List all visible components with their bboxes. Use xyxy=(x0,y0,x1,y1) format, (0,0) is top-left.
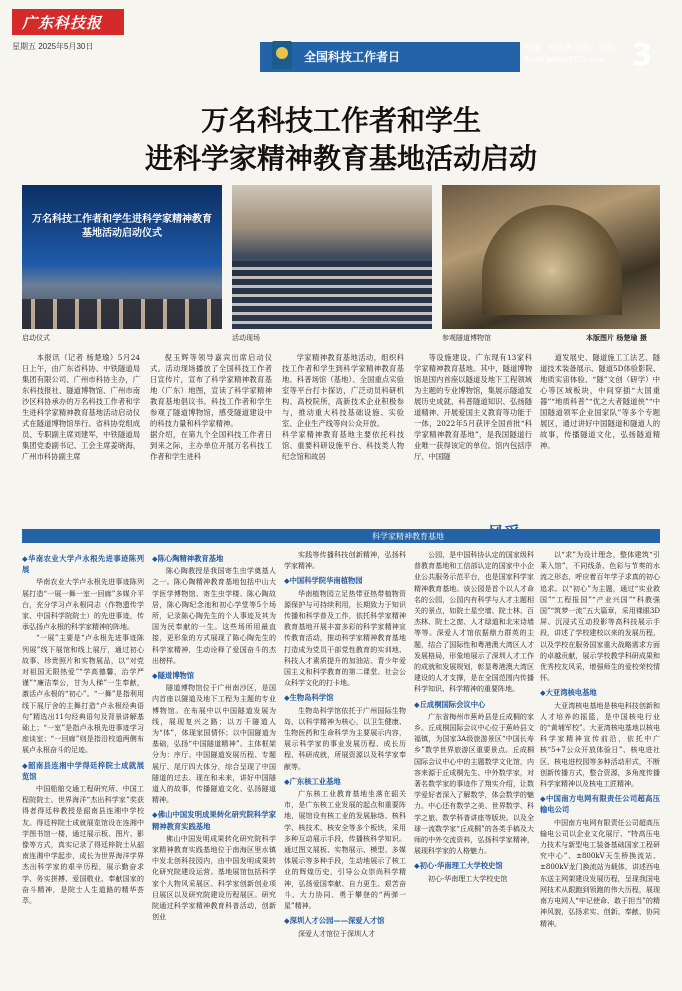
lower-col-5 xyxy=(540,550,660,984)
article-col-1 xyxy=(22,352,140,462)
photo-people xyxy=(22,299,222,329)
photo-credit: 本版图片 杨楚瑜 摄 xyxy=(586,334,647,342)
headline-line-1: 万名科技工作者和学生 xyxy=(200,104,481,137)
article-paragraph: 倪玉辉等领导嘉宾出席启动仪式。活动现场播放了全国科技工作者日宣传片，宣布了科学家精神教育基地（广东）地图，宣读了科学家精神教育基地倡议书。科技工作者和学生参观了隧道博物馆，感受隧道建设中的科技力量和科学家精神。 据介绍，在第九个全国科技工作者日到来之际，主办单位开展万名科技工作者和学生进科 xyxy=(150,353,272,461)
caption-museum: 参观隧道博物馆 xyxy=(442,334,491,342)
body-paragraph: 公园，是中国科协认定的国家级科普教育基地和工信部认定的国家中小企业公共服务示范平台，也是国家科学家精神教育基地。该公园是首个以人才命名的公园，公园内有科学与人才主题相关的景点，如院士星空墙、院士林、百杰林、院士之窗、人才绿道和北宋诗墙等等。深爱人才馆依据鼎力群英的主题，结合了国际性和粤港澳大湾区人才发展格局，形象地展示了深圳人才工作的成就和发展规划，彰显粤港澳大湾区建设的人才支撑，是在全国范围内传播科学知识、科学精神的重要阵地。 xyxy=(414,551,534,694)
subsection-heading: ◆韶南县连湘中学得廷梓院士成就展览馆 xyxy=(22,760,144,781)
photo-audience xyxy=(232,261,432,329)
body-paragraph: 中国船舶交通工程研究所、中国工程院院士、世界海洋“杰出科学家”奖获得者得廷梓教授是韶南县连湘中学校友。得廷梓院士成就展览馆设在连湘中学图书馆一楼，通过展示板、图片、影像等方式，真实记录了得廷梓院士从韶南连湘中学起步，成长为世界海洋学界杰出科学家的艰辛历程，展示勤奋求学、务实拼搏、爱国敬业、奉献国家的奋斗精神，是院士人生道路的精华荟萃。 xyxy=(22,785,144,906)
page-banner-title: 全国科技工作者日 xyxy=(296,46,408,67)
photo-tunnel-museum xyxy=(442,185,660,329)
masthead-left xyxy=(12,9,124,52)
body-paragraph: 生物岛科学馆依托于广州国际生物岛，以科学精神为核心，以卫生健康、生物医药和生命科学为主要展示内容，展示科学家的事业发展历程、成长历程、科研成就，所展资源以及科学家奉献等。 xyxy=(284,706,406,771)
section-title: 科学家精神教育基地 xyxy=(372,532,444,541)
body-paragraph: 隧道博物馆位于广州南沙区，是国内首座以隧道及地下工程为主题的专业博物馆。在布展中以中国隧道发展为线，展现复兴之路；以万千隧道人为“体”，体现家国情怀；以中国隧道为基础，弘扬“中国隧道精神”。主体框架分为：序厅、中国隧道发展历程、专题展厅、尾厅四大体分，综合呈现了中国隧道的过去、现在和未来，讲好中国隧道人的故事，传播隧道文化、弘扬隧道精神。 xyxy=(152,684,276,805)
photo-launch-ceremony xyxy=(22,185,222,329)
contact-email: Email:gdkjb@126.com xyxy=(524,55,605,64)
article-paragraph: 学家精神教育基地活动，组织科技工作者和学生到科学家精神教育基地、科普场馆（基地）、全国重点实验室等平台打卡探访，广泛动员科研机构、高校院所，高新技术企业积极参与，推动重大科技基础设施、实验室、企业生产线等向公众开放。 科学家精神教育基地主要依托科技馆、重要科研设施平台、科技类人物纪念馆和故居 xyxy=(282,353,404,461)
body-paragraph: 深爱人才馆位于深圳人才 xyxy=(298,929,375,938)
subsection-heading: ◆中国南方电网有限责任公司超高压输电公司 xyxy=(540,794,660,815)
body-paragraph: “一展”主要是“卢永根先进事迹陈列展”线下展馆和线上展厅，通过初心故事、珍贵照片和实物展品，以“对党对祖国无限热爱”“学高德馨，治学严谨”“廉洁奉公，甘为人梯”一生奉献，激活卢永根的“初心”。“一舞”是指利用线下展厅舍的主舞打造“卢永根经典语句”精选出11句经典语句及背景讲解基础上；“一室”是指卢永根先进事迹学习座谈室；“一回廊”则是指沿校道两侧布展卢永根奋斗的足迹。 xyxy=(22,634,144,755)
issue-date: 星期五 2025年5月30日 xyxy=(12,42,94,51)
article-col-4 xyxy=(414,352,532,462)
article-col-3 xyxy=(282,352,404,462)
masthead xyxy=(0,0,682,80)
body-paragraph: 中国南方电网有限责任公司超高压输电公司以企业文化展厅、“特高压电力技术与新型电工装备基础国家工程研究中心”、±800kV天生桥换流站、±800kV龙门换流站为载体，讲述西电东送主网架建设发展历程，呈现我国电网技术从跟跑到领跑的伟大历程，展现南方电网人“牢记使命、敢于担当”的精神风貌，弘扬求实、创新、奉献、协同精神。 xyxy=(540,818,660,928)
lower-col-3 xyxy=(284,550,406,984)
subsection-heading: ◆丘成桐国际会议中心 xyxy=(414,699,486,709)
article-col-2 xyxy=(150,352,272,462)
editor-credit: 责编：刘海燕 美编：陈阳 xyxy=(524,43,615,52)
body-paragraph: 佛山中国发明成果转化研究院科学家精神教育实践基地位于南海区里水镇中发北创科技园内，由中国发明成果转化研究院建设运营。基地展馆包括科学家个人物风采展区、科学家创新创业项目展区以及研究院建设历程展区。研究院通过科学家精神教育科普活动，创新创业 xyxy=(152,834,276,922)
subsection-heading: ◆大亚湾核电基地 xyxy=(540,688,597,698)
body-paragraph: 大亚湾核电基地是核电科技创新和人才培养的摇篮，是中国核电行业的“黄埔军校”。大亚湾核电基地以核电科学家精神宣传前沿，依托中广核“5+7公众开放体验日”、核电进社区、核电进校园等多种活动形式，不断创新传播方式，整合资源，多角度传播科学家精神以及核电工匠精神。 xyxy=(540,701,660,789)
headline xyxy=(0,102,682,178)
photo-event-site xyxy=(232,185,432,329)
body-paragraph: 广东核工业教育基地坐落在韶关市，是广东核工业发展的起点和重要阵地，展馆设有核工业的发展脉络、核科学、核技术、核安全等多个板块，采用多种互动展示手段，传播核科学知识。通过图文展板、实物展示、模型、多媒体展示等多种手段，生动地展示了核工业的辉煌历史，引导公众崇尚科学精神，弘扬爱国奉献、自力更生、艰苦奋斗、大力协同、勇于攀登的“两弹一星”精神。 xyxy=(284,790,406,911)
lower-col-4 xyxy=(414,550,534,984)
subsection-heading: ◆陈心陶精神教育基地 xyxy=(152,554,224,563)
article-paragraph: 道发展史、隧道施工工法艺、隧道技术装备展示、隧道5D体验影院、地质实宙体验、“隧”文创（研学）中心等区域板块，中间穿插“大国重器”“地质科普”“优之大者隧道侠”“中国隧道领军企业国家队”等多个专题展区，通过讲好中国隧道和隧道人的故事，传播隧道文化，弘扬隧道精神。 xyxy=(540,353,660,450)
masthead-right xyxy=(524,42,614,64)
body-paragraph: 初心·华南理工大学校史馆 xyxy=(428,874,508,883)
subsection-heading: ◆广东核工业基地 xyxy=(284,776,341,786)
section-deco: 风采 xyxy=(488,523,521,542)
lower-col-2 xyxy=(152,550,276,984)
subsection-heading: ◆隧道博物馆 xyxy=(152,671,195,681)
stage-screen-title: 万名科技工作者和学生进科学家精神教育基地活动启动仪式 xyxy=(32,214,212,239)
body-paragraph: 广东省梅州市蕉岭县是丘成桐的家乡。丘成桐国际会议中心位于蕉岭县文福镇，为国家3A级旅游景区“中国长寿乡”数学世界旅游区重要景点。丘成桐国际会议中心中的主题数学文化馆，内容来源于丘成桐先生、中外数学家，对著名数学家的事迹作了翔实介绍，让数学爱好者深入了解数学，体会数学的魅力。中心还有数学之美、世界数学、科学之旅、数学科普讲座等版块。以及全球一流数学家“丘成桐”的各类手稿及大师的中外交流资料，弘扬科学家精神，展现科学家的人格魅力。 xyxy=(414,712,534,856)
emblem-icon xyxy=(272,41,292,69)
subsection-heading: ◆初心·华南理工大学校史馆 xyxy=(414,861,503,871)
body-paragraph: 陈心陶教授是我国寄生虫学奠基人之一。陈心陶精神教育基地包括中山大学医学博物馆、寄生虫学楼、陈心陶故居，陈心陶纪念池和初心学堂等5个场所，记录陈心陶先生的个人事迹及其为国为民奉献的一生。这些场所用最直接，更形象的方式展现了陈心陶先生的科学家精神，生动诠释了爱国奋斗的杰出榜样。 xyxy=(152,567,276,665)
section-bar xyxy=(22,529,660,543)
body-paragraph: 华南农业大学卢永根先进事迹陈列展打造“一展一舞一室一回廊”多媒介平台，充分学习卢永根同志（作物遗传学家、中国科学院院士）的先进事迹，传承弘扬卢永根的科学家精神的阵地。 xyxy=(22,578,144,632)
subsection-heading: ◆生物岛科学馆 xyxy=(284,693,334,703)
masthead-center xyxy=(272,42,401,72)
headline-line-2: 进科学家精神教育基地活动启动 xyxy=(144,142,537,175)
body-paragraph: 以“求”为设计理念，整体建筑“引莱入馆”，不同线条、色彩与节奏的水流之形态，呼应着百年学子求真的初心追求。以“初心”为主题，通过“实业救国”“工程报国”“产业兴国”“科教强国”“筑梦一流”五大篇章，采用裸眼3D屏、沉浸式互动投影等高科技展示手段，讲述了学校建校以来的发展历程，以及学校在服务国家重大战略需求方面的卓越贡献，展示学校教学科研成果和优秀校友风采，增强师生的爱校荣校情怀。 xyxy=(540,551,660,683)
subsection-heading: ◆深圳人才公园——深爱人才馆 xyxy=(284,916,385,926)
subsection-heading: ◆佛山中国发明成果转化研究院科学家精神教育实践基地 xyxy=(152,810,276,831)
body-paragraph: 实践等传播科技创新精神，弘扬科学家精神。 xyxy=(284,551,406,571)
subsection-heading: ◆中国科学院华南植物园 xyxy=(284,576,363,586)
article-paragraph: 等设施建设。广东现有13家科学家精神教育基地。其中，隧道博物馆是国内首座以隧道及地下工程领域为主题的专业博物馆，集展示隧道发展历史成就、科普隧道知识、弘扬隧道精神、开展爱国主义教育等功能于一体，2022年5月获评全国首批“科学家精神教育基地”，是我国隧道行业唯一获得该定的单位。馆内包括序厅、中国隧 xyxy=(414,353,532,461)
paper-logo: 广东科技报 xyxy=(12,9,124,35)
article-paragraph: 本报讯（记者 杨楚瑜）5月24日上午，由广东省科协、中铁隧道局集团有限公司、广州市科协主办，广东科技报社、隧道博物馆、广州市南沙区科协承办的万名科技工作者和学生进科学家精神教育基地活动启动仪式在隧道博物馆举行。省科协党组成员、专职副主席刘建军，中铁隧道局集团党委副书记、工会主席姜晓海，广州市科协副主席 xyxy=(22,353,140,461)
caption-launch: 启动仪式 xyxy=(22,334,50,342)
lower-col-1 xyxy=(22,550,144,984)
caption-event: 活动现场 xyxy=(232,334,260,342)
body-paragraph: 华南植物园立足热带亚热带植物资源保护与可持续利用，长期致力于知识传播和科学普及工作，依托科学家精神教育基地开展丰富多彩的科学家精神宣传教育活动，推动科学家精神教育基地打造成为党员干部党性教育的实训地、科技人才素质提升的加油站、青少年爱国主义和科学教育的第二课堂、社会公众科学文化的打卡地。 xyxy=(284,589,406,688)
subsection-heading: ◆华南农业大学卢永根先进事迹陈列展 xyxy=(22,554,144,575)
article-col-5 xyxy=(540,352,660,451)
page-number: 3 xyxy=(631,38,653,73)
photo-tunnel-model xyxy=(482,205,622,315)
